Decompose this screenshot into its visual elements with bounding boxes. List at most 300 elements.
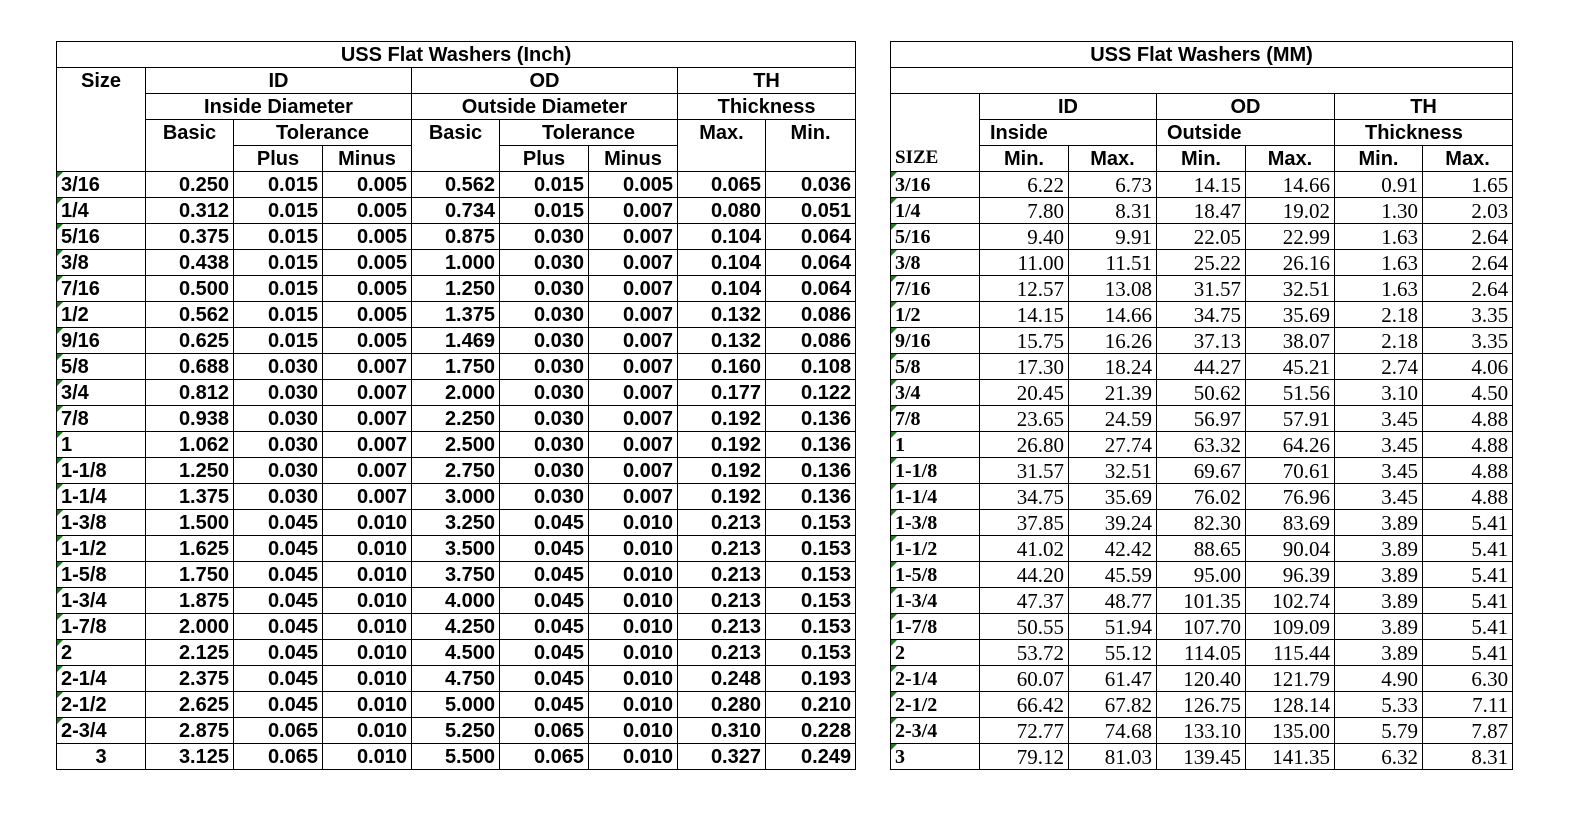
mm-value-cell: 5.33 xyxy=(1335,692,1423,718)
inch-value-cell: 0.015 xyxy=(500,172,589,198)
mm-value-cell: 55.12 xyxy=(1069,640,1157,666)
inch-value-cell: 0.192 xyxy=(678,484,766,510)
mm-value-cell: 88.65 xyxy=(1157,536,1246,562)
mm-value-cell: 3.89 xyxy=(1335,588,1423,614)
mm-table-row xyxy=(891,276,1513,302)
inch-value-cell: 0.248 xyxy=(678,666,766,692)
mm-table-row xyxy=(891,744,1513,770)
inch-value-cell: 0.045 xyxy=(234,614,323,640)
mm-table-row xyxy=(891,406,1513,432)
mm-value-cell: 34.75 xyxy=(1157,302,1246,328)
mm-value-cell: 2.64 xyxy=(1423,276,1513,302)
mm-table-row xyxy=(891,432,1513,458)
mm-table-row xyxy=(891,562,1513,588)
inch-value-cell: 0.064 xyxy=(766,276,856,302)
inch-value-cell: 0.045 xyxy=(500,666,589,692)
inch-value-cell: 0.086 xyxy=(766,302,856,328)
mm-size-cell: 7/16 xyxy=(891,276,980,302)
mm-value-cell: 3.45 xyxy=(1335,406,1423,432)
mm-value-cell: 48.77 xyxy=(1069,588,1157,614)
mm-value-cell: 4.88 xyxy=(1423,406,1513,432)
mm-value-cell: 7.87 xyxy=(1423,718,1513,744)
mm-value-cell: 8.31 xyxy=(1423,744,1513,770)
inch-value-cell: 0.153 xyxy=(766,562,856,588)
mm-value-cell: 35.69 xyxy=(1246,302,1335,328)
inch-value-cell: 1.750 xyxy=(412,354,500,380)
inch-value-cell: 0.015 xyxy=(234,302,323,328)
inch-size-cell: 2-1/2 xyxy=(57,692,146,718)
inch-value-cell: 0.030 xyxy=(500,224,589,250)
inch-value-cell: 0.065 xyxy=(678,172,766,198)
inch-size-cell: 1-1/2 xyxy=(57,536,146,562)
inch-value-cell: 0.010 xyxy=(589,510,678,536)
mm-value-cell: 4.06 xyxy=(1423,354,1513,380)
inch-value-cell: 0.132 xyxy=(678,328,766,354)
mm-value-cell: 3.35 xyxy=(1423,328,1513,354)
inch-table-title: USS Flat Washers (Inch) xyxy=(57,42,856,68)
mm-th-subheader: Thickness xyxy=(1335,120,1513,146)
inch-value-cell: 0.010 xyxy=(589,718,678,744)
mm-value-cell: 2.64 xyxy=(1423,224,1513,250)
mm-value-cell: 79.12 xyxy=(980,744,1069,770)
inch-value-cell: 4.250 xyxy=(412,614,500,640)
inch-value-cell: 0.007 xyxy=(589,432,678,458)
mm-value-cell: 3.45 xyxy=(1335,484,1423,510)
mm-od-subheader: Outside xyxy=(1157,120,1335,146)
inch-value-cell: 1.375 xyxy=(146,484,234,510)
mm-value-cell: 32.51 xyxy=(1069,458,1157,484)
mm-size-cell: 5/8 xyxy=(891,354,980,380)
mm-value-cell: 6.30 xyxy=(1423,666,1513,692)
inch-value-cell: 0.005 xyxy=(323,302,412,328)
mm-value-cell: 69.67 xyxy=(1157,458,1246,484)
mm-th-max-header: Max. xyxy=(1423,146,1513,172)
inch-value-cell: 0.122 xyxy=(766,380,856,406)
mm-washer-table xyxy=(890,41,1513,770)
inch-value-cell: 0.005 xyxy=(323,328,412,354)
inch-value-cell: 0.136 xyxy=(766,406,856,432)
inch-value-cell: 0.007 xyxy=(323,432,412,458)
inch-value-cell: 0.312 xyxy=(146,198,234,224)
mm-id-subheader: Inside xyxy=(980,120,1157,146)
inch-od-plus-header: Plus xyxy=(500,146,589,172)
inch-size-cell: 9/16 xyxy=(57,328,146,354)
inch-value-cell: 0.007 xyxy=(589,302,678,328)
inch-value-cell: 0.036 xyxy=(766,172,856,198)
mm-value-cell: 9.91 xyxy=(1069,224,1157,250)
inch-value-cell: 0.213 xyxy=(678,510,766,536)
mm-value-cell: 31.57 xyxy=(980,458,1069,484)
inch-value-cell: 0.086 xyxy=(766,328,856,354)
inch-value-cell: 0.136 xyxy=(766,458,856,484)
mm-id-min-header: Min. xyxy=(980,146,1069,172)
inch-value-cell: 0.005 xyxy=(323,276,412,302)
inch-value-cell: 2.000 xyxy=(412,380,500,406)
inch-value-cell: 0.051 xyxy=(766,198,856,224)
inch-value-cell: 0.007 xyxy=(589,484,678,510)
mm-od-header: OD xyxy=(1157,94,1335,120)
inch-value-cell: 2.000 xyxy=(146,614,234,640)
inch-table-row xyxy=(57,744,856,770)
inch-size-cell: 1/4 xyxy=(57,198,146,224)
inch-value-cell: 0.812 xyxy=(146,380,234,406)
mm-table-row xyxy=(891,536,1513,562)
mm-table-row xyxy=(891,458,1513,484)
mm-value-cell: 1.63 xyxy=(1335,250,1423,276)
inch-value-cell: 0.015 xyxy=(234,172,323,198)
mm-size-cell: 3/16 xyxy=(891,172,980,198)
inch-value-cell: 0.030 xyxy=(500,432,589,458)
inch-value-cell: 0.010 xyxy=(589,614,678,640)
mm-value-cell: 14.66 xyxy=(1246,172,1335,198)
mm-value-cell: 2.64 xyxy=(1423,250,1513,276)
inch-size-cell: 3/16 xyxy=(57,172,146,198)
inch-value-cell: 0.007 xyxy=(323,380,412,406)
inch-value-cell: 0.045 xyxy=(234,562,323,588)
inch-table-row xyxy=(57,458,856,484)
mm-value-cell: 6.73 xyxy=(1069,172,1157,198)
inch-value-cell: 0.045 xyxy=(234,588,323,614)
inch-table-row xyxy=(57,692,856,718)
mm-value-cell: 26.80 xyxy=(980,432,1069,458)
mm-table-row xyxy=(891,614,1513,640)
mm-value-cell: 26.16 xyxy=(1246,250,1335,276)
inch-value-cell: 3.125 xyxy=(146,744,234,770)
inch-value-cell: 0.045 xyxy=(500,562,589,588)
inch-table-row xyxy=(57,640,856,666)
inch-value-cell: 0.010 xyxy=(589,744,678,770)
inch-table-row xyxy=(57,198,856,224)
inch-size-cell: 1-1/8 xyxy=(57,458,146,484)
inch-value-cell: 0.010 xyxy=(589,666,678,692)
mm-value-cell: 90.04 xyxy=(1246,536,1335,562)
mm-value-cell: 14.15 xyxy=(980,302,1069,328)
inch-value-cell: 0.104 xyxy=(678,224,766,250)
inch-value-cell: 2.625 xyxy=(146,692,234,718)
inch-value-cell: 2.375 xyxy=(146,666,234,692)
inch-value-cell: 0.065 xyxy=(500,744,589,770)
inch-size-cell: 5/16 xyxy=(57,224,146,250)
inch-value-cell: 0.250 xyxy=(146,172,234,198)
inch-value-cell: 0.153 xyxy=(766,536,856,562)
inch-value-cell: 0.005 xyxy=(323,198,412,224)
inch-value-cell: 0.045 xyxy=(500,536,589,562)
inch-size-cell: 7/8 xyxy=(57,406,146,432)
inch-value-cell: 5.500 xyxy=(412,744,500,770)
inch-value-cell: 0.030 xyxy=(500,250,589,276)
inch-table-row xyxy=(57,588,856,614)
inch-value-cell: 0.153 xyxy=(766,510,856,536)
mm-value-cell: 5.41 xyxy=(1423,510,1513,536)
mm-value-cell: 60.07 xyxy=(980,666,1069,692)
mm-value-cell: 1.63 xyxy=(1335,224,1423,250)
inch-value-cell: 1.250 xyxy=(412,276,500,302)
mm-value-cell: 109.09 xyxy=(1246,614,1335,640)
inch-value-cell: 0.010 xyxy=(323,562,412,588)
mm-value-cell: 67.82 xyxy=(1069,692,1157,718)
mm-value-cell: 41.02 xyxy=(980,536,1069,562)
mm-value-cell: 4.88 xyxy=(1423,432,1513,458)
inch-value-cell: 0.030 xyxy=(234,406,323,432)
inch-table-row xyxy=(57,614,856,640)
mm-value-cell: 17.30 xyxy=(980,354,1069,380)
inch-value-cell: 0.030 xyxy=(500,458,589,484)
mm-size-cell: 2 xyxy=(891,640,980,666)
inch-od-tolerance-header: Tolerance xyxy=(500,120,678,146)
inch-value-cell: 0.132 xyxy=(678,302,766,328)
mm-size-cell: 2-1/2 xyxy=(891,692,980,718)
inch-value-cell: 0.007 xyxy=(589,224,678,250)
inch-table-row xyxy=(57,484,856,510)
mm-size-spacer xyxy=(891,120,980,146)
inch-value-cell: 0.213 xyxy=(678,614,766,640)
mm-value-cell: 82.30 xyxy=(1157,510,1246,536)
inch-value-cell: 0.280 xyxy=(678,692,766,718)
mm-value-cell: 45.21 xyxy=(1246,354,1335,380)
inch-value-cell: 0.938 xyxy=(146,406,234,432)
inch-value-cell: 5.000 xyxy=(412,692,500,718)
inch-th-min-header: Min. xyxy=(766,120,856,146)
inch-od-basic-spacer xyxy=(412,146,500,172)
inch-value-cell: 0.045 xyxy=(234,536,323,562)
mm-value-cell: 24.59 xyxy=(1069,406,1157,432)
mm-value-cell: 27.74 xyxy=(1069,432,1157,458)
mm-table-row xyxy=(891,198,1513,224)
mm-size-header: SIZE xyxy=(891,146,980,172)
inch-od-minus-header: Minus xyxy=(589,146,678,172)
inch-value-cell: 0.045 xyxy=(500,510,589,536)
mm-table-row xyxy=(891,224,1513,250)
inch-id-plus-header: Plus xyxy=(234,146,323,172)
mm-value-cell: 107.70 xyxy=(1157,614,1246,640)
inch-value-cell: 3.000 xyxy=(412,484,500,510)
inch-th-max-header: Max. xyxy=(678,120,766,146)
mm-value-cell: 66.42 xyxy=(980,692,1069,718)
mm-value-cell: 21.39 xyxy=(1069,380,1157,406)
mm-size-cell: 1-1/4 xyxy=(891,484,980,510)
mm-table-row xyxy=(891,510,1513,536)
inch-value-cell: 0.108 xyxy=(766,354,856,380)
mm-value-cell: 95.00 xyxy=(1157,562,1246,588)
inch-size-spacer xyxy=(57,120,146,146)
inch-value-cell: 0.010 xyxy=(323,692,412,718)
inch-th-subheader: Thickness xyxy=(678,94,856,120)
mm-size-cell: 3/4 xyxy=(891,380,980,406)
mm-table-row xyxy=(891,172,1513,198)
inch-id-header: ID xyxy=(146,68,412,94)
inch-value-cell: 0.007 xyxy=(589,276,678,302)
inch-size-cell: 3 xyxy=(57,744,146,770)
inch-value-cell: 0.015 xyxy=(500,198,589,224)
inch-value-cell: 0.010 xyxy=(323,744,412,770)
inch-value-cell: 0.065 xyxy=(500,718,589,744)
mm-size-cell: 1 xyxy=(891,432,980,458)
mm-value-cell: 35.69 xyxy=(1069,484,1157,510)
mm-size-cell: 3 xyxy=(891,744,980,770)
mm-value-cell: 83.69 xyxy=(1246,510,1335,536)
mm-value-cell: 16.26 xyxy=(1069,328,1157,354)
inch-value-cell: 1.625 xyxy=(146,536,234,562)
mm-value-cell: 5.41 xyxy=(1423,562,1513,588)
mm-size-cell: 2-1/4 xyxy=(891,666,980,692)
inch-value-cell: 0.160 xyxy=(678,354,766,380)
inch-table-row xyxy=(57,510,856,536)
inch-value-cell: 0.375 xyxy=(146,224,234,250)
inch-value-cell: 4.750 xyxy=(412,666,500,692)
inch-value-cell: 0.500 xyxy=(146,276,234,302)
inch-value-cell: 0.310 xyxy=(678,718,766,744)
inch-value-cell: 0.030 xyxy=(500,276,589,302)
mm-size-cell: 2-3/4 xyxy=(891,718,980,744)
mm-value-cell: 22.05 xyxy=(1157,224,1246,250)
inch-table-body xyxy=(57,172,856,770)
inch-value-cell: 1.062 xyxy=(146,432,234,458)
inch-value-cell: 0.015 xyxy=(234,328,323,354)
mm-value-cell: 51.94 xyxy=(1069,614,1157,640)
mm-value-cell: 1.63 xyxy=(1335,276,1423,302)
inch-value-cell: 0.010 xyxy=(323,640,412,666)
inch-value-cell: 0.213 xyxy=(678,588,766,614)
mm-value-cell: 31.57 xyxy=(1157,276,1246,302)
inch-value-cell: 0.045 xyxy=(234,640,323,666)
mm-blank-row xyxy=(891,68,1513,94)
mm-size-cell: 1-3/8 xyxy=(891,510,980,536)
mm-value-cell: 2.18 xyxy=(1335,328,1423,354)
mm-value-cell: 5.41 xyxy=(1423,614,1513,640)
inch-value-cell: 3.500 xyxy=(412,536,500,562)
inch-value-cell: 0.030 xyxy=(500,380,589,406)
mm-value-cell: 25.22 xyxy=(1157,250,1246,276)
inch-value-cell: 0.192 xyxy=(678,432,766,458)
inch-value-cell: 2.125 xyxy=(146,640,234,666)
inch-value-cell: 0.010 xyxy=(589,588,678,614)
mm-th-min-header: Min. xyxy=(1335,146,1423,172)
mm-value-cell: 7.80 xyxy=(980,198,1069,224)
mm-value-cell: 34.75 xyxy=(980,484,1069,510)
inch-size-cell: 1-3/8 xyxy=(57,510,146,536)
inch-table-row xyxy=(57,406,856,432)
mm-value-cell: 14.15 xyxy=(1157,172,1246,198)
inch-value-cell: 0.010 xyxy=(323,718,412,744)
inch-value-cell: 0.213 xyxy=(678,536,766,562)
inch-id-subheader: Inside Diameter xyxy=(146,94,412,120)
mm-table-row xyxy=(891,302,1513,328)
mm-value-cell: 15.75 xyxy=(980,328,1069,354)
inch-value-cell: 1.500 xyxy=(146,510,234,536)
inch-value-cell: 0.010 xyxy=(323,666,412,692)
inch-value-cell: 0.875 xyxy=(412,224,500,250)
inch-od-header: OD xyxy=(412,68,678,94)
inch-value-cell: 1.750 xyxy=(146,562,234,588)
inch-size-cell: 2-3/4 xyxy=(57,718,146,744)
inch-value-cell: 0.007 xyxy=(589,354,678,380)
mm-table-row xyxy=(891,588,1513,614)
inch-value-cell: 0.045 xyxy=(234,692,323,718)
mm-value-cell: 11.51 xyxy=(1069,250,1157,276)
inch-value-cell: 0.327 xyxy=(678,744,766,770)
inch-value-cell: 0.030 xyxy=(500,354,589,380)
inch-value-cell: 0.007 xyxy=(323,354,412,380)
inch-table-row xyxy=(57,380,856,406)
mm-value-cell: 39.24 xyxy=(1069,510,1157,536)
mm-value-cell: 32.51 xyxy=(1246,276,1335,302)
inch-size-cell: 1-3/4 xyxy=(57,588,146,614)
inch-value-cell: 0.010 xyxy=(589,692,678,718)
inch-value-cell: 0.104 xyxy=(678,250,766,276)
mm-table-row xyxy=(891,692,1513,718)
mm-value-cell: 63.32 xyxy=(1157,432,1246,458)
mm-value-cell: 139.45 xyxy=(1157,744,1246,770)
inch-value-cell: 1.000 xyxy=(412,250,500,276)
mm-value-cell: 101.35 xyxy=(1157,588,1246,614)
inch-value-cell: 4.500 xyxy=(412,640,500,666)
mm-value-cell: 18.24 xyxy=(1069,354,1157,380)
mm-value-cell: 22.99 xyxy=(1246,224,1335,250)
mm-th-header: TH xyxy=(1335,94,1513,120)
mm-value-cell: 51.56 xyxy=(1246,380,1335,406)
mm-value-cell: 4.88 xyxy=(1423,458,1513,484)
inch-value-cell: 0.213 xyxy=(678,640,766,666)
inch-value-cell: 0.192 xyxy=(678,458,766,484)
inch-size-spacer xyxy=(57,94,146,120)
inch-value-cell: 0.064 xyxy=(766,224,856,250)
inch-value-cell: 0.030 xyxy=(500,328,589,354)
mm-value-cell: 96.39 xyxy=(1246,562,1335,588)
inch-washer-table xyxy=(56,41,856,770)
inch-size-cell: 1 xyxy=(57,432,146,458)
inch-size-cell: 1-1/4 xyxy=(57,484,146,510)
mm-value-cell: 47.37 xyxy=(980,588,1069,614)
inch-value-cell: 0.136 xyxy=(766,484,856,510)
inch-value-cell: 0.065 xyxy=(234,744,323,770)
inch-value-cell: 1.375 xyxy=(412,302,500,328)
mm-table-body xyxy=(891,172,1513,770)
inch-value-cell: 0.193 xyxy=(766,666,856,692)
inch-value-cell: 2.500 xyxy=(412,432,500,458)
mm-value-cell: 3.10 xyxy=(1335,380,1423,406)
mm-value-cell: 141.35 xyxy=(1246,744,1335,770)
mm-table-row xyxy=(891,484,1513,510)
mm-size-cell: 1/4 xyxy=(891,198,980,224)
mm-value-cell: 42.42 xyxy=(1069,536,1157,562)
mm-value-cell: 50.62 xyxy=(1157,380,1246,406)
inch-table-row xyxy=(57,302,856,328)
mm-value-cell: 64.26 xyxy=(1246,432,1335,458)
inch-value-cell: 0.007 xyxy=(589,406,678,432)
inch-table-row xyxy=(57,666,856,692)
inch-table-row xyxy=(57,328,856,354)
mm-size-cell: 5/16 xyxy=(891,224,980,250)
mm-value-cell: 50.55 xyxy=(980,614,1069,640)
inch-value-cell: 0.007 xyxy=(589,328,678,354)
inch-th-min-spacer xyxy=(766,146,856,172)
inch-value-cell: 0.228 xyxy=(766,718,856,744)
inch-table-row xyxy=(57,536,856,562)
mm-value-cell: 14.66 xyxy=(1069,302,1157,328)
inch-value-cell: 0.015 xyxy=(234,198,323,224)
mm-value-cell: 0.91 xyxy=(1335,172,1423,198)
inch-size-cell: 1-5/8 xyxy=(57,562,146,588)
inch-value-cell: 0.005 xyxy=(323,250,412,276)
mm-value-cell: 72.77 xyxy=(980,718,1069,744)
inch-value-cell: 0.153 xyxy=(766,640,856,666)
inch-value-cell: 0.153 xyxy=(766,588,856,614)
inch-value-cell: 0.045 xyxy=(500,614,589,640)
inch-value-cell: 0.136 xyxy=(766,432,856,458)
mm-value-cell: 44.27 xyxy=(1157,354,1246,380)
inch-size-cell: 7/16 xyxy=(57,276,146,302)
inch-value-cell: 0.030 xyxy=(500,302,589,328)
